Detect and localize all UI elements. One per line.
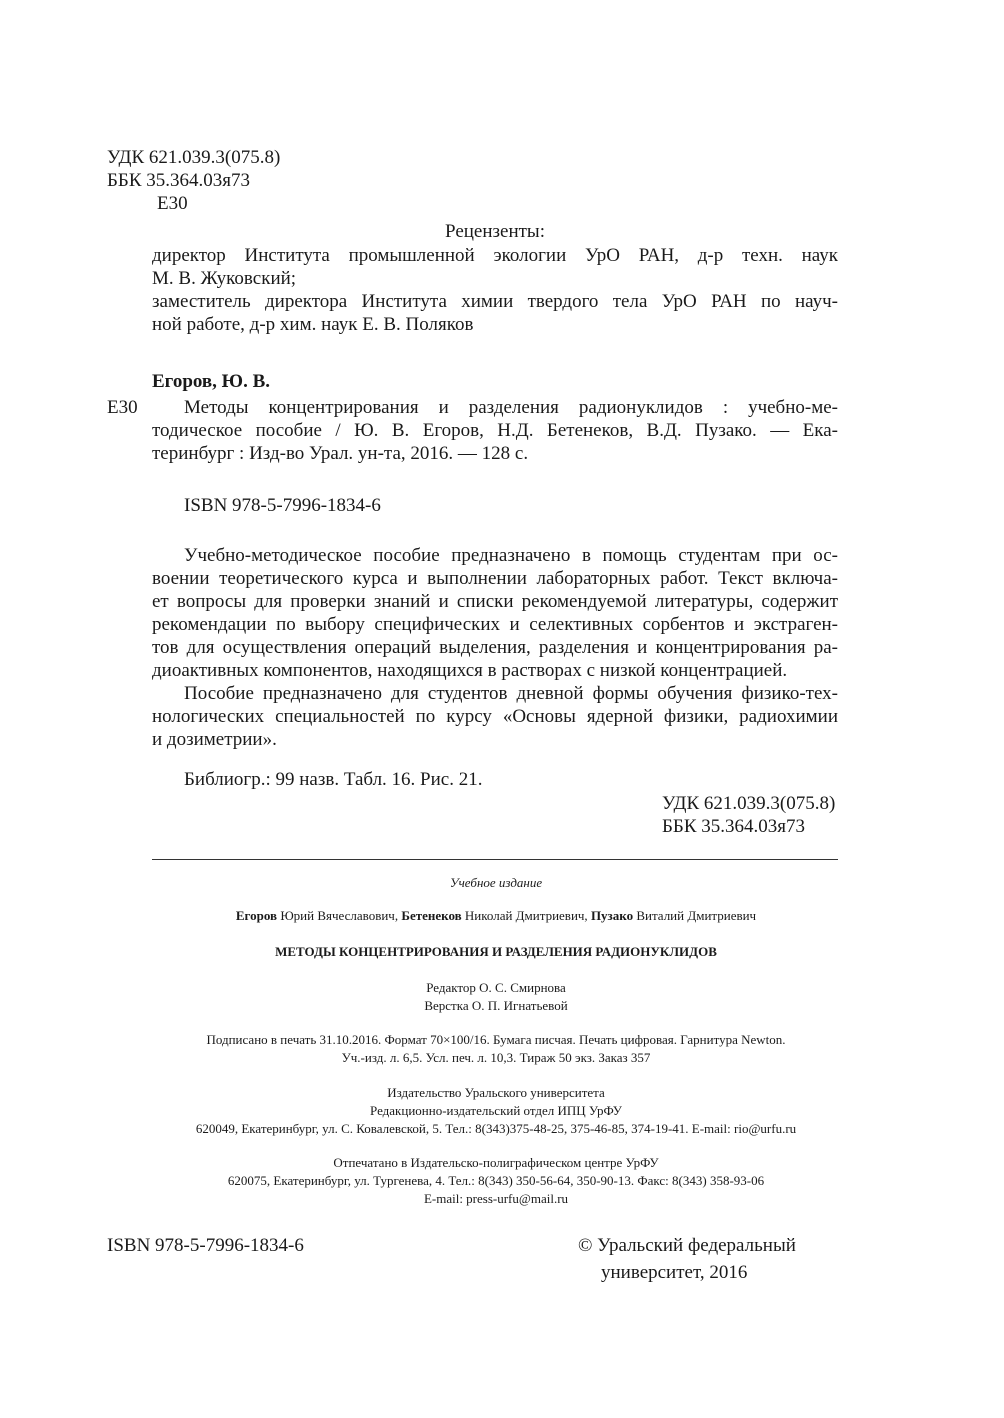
annotation-line: Пособие предназначено для студентов дневной формы обучения физико-тех- (184, 683, 838, 704)
footer-isbn: ISBN 978-5-7996-1834-6 (107, 1235, 304, 1256)
reviewer-line: заместитель директора Института химии твердого тела УрО РАН по науч- (152, 291, 838, 312)
edition-type: Учебное издание (449, 875, 543, 890)
print-line: Подписано в печать 31.10.2016. Формат 70×100/16. Бумага писчая. Печать цифровая. Гарнитура Newton. (206, 1032, 786, 1047)
footer-copyright (578, 1234, 796, 1284)
printer-line: Отпечатано в Издательско-полиграфическом центре УрФУ (333, 1155, 659, 1170)
print-line: Уч.-изд. л. 6,5. Усл. печ. л. 10,3. Тираж 50 экз. Заказ 357 (341, 1050, 651, 1065)
reviewer-line: М. В. Жуковский; (152, 268, 297, 289)
bib-line: теринбург : Изд-во Урал. ун-та, 2016. — 128 с. (152, 443, 529, 464)
publisher-line: 620049, Екатеринбург, ул. С. Ковалевской, 5. Тел.: 8(343)375-48-25, 375-46-85, 374-19-41. E-mail: rio@urfu.ru (195, 1121, 797, 1136)
copyright-line: © Уральский федеральный (578, 1235, 796, 1256)
annotation-line: диоактивных компонентов, находящихся в растворах с низкой концентрацией. (152, 660, 788, 681)
reviewer-line: директор Института промышленной экологии УрО РАН, д-р техн. наук (152, 245, 838, 266)
printer-info (0, 1154, 992, 1208)
reviewers-list (152, 244, 838, 336)
publisher-line: Редакционно-издательский отдел ИПЦ УрФУ (370, 1103, 622, 1118)
imprint-staff (0, 979, 992, 1015)
publisher-line: Издательство Уральского университета (387, 1085, 605, 1100)
editor: Редактор О. С. Смирнова (426, 980, 566, 995)
annotation-line: тов для осуществления операций выделения, разделения и концентрирования ра- (152, 637, 838, 658)
classification-block (107, 146, 280, 215)
divider (152, 859, 838, 860)
bib-line: Методы концентрирования и разделения радионуклидов : учебно-ме- (184, 397, 838, 418)
bbk-code: ББК 35.364.03я73 (662, 816, 805, 837)
annotation-line: Учебно-методическое пособие предназначено в помощь студентам при ос- (184, 545, 838, 566)
udk-code: УДК 621.039.3(075.8) (107, 147, 281, 168)
bib-line: тодическое пособие / Ю. В. Егоров, Н.Д. Бетенеков, В.Д. Пузако. — Ека- (152, 420, 838, 441)
annotation-codes (662, 792, 835, 838)
layout-designer: Верстка О. П. Игнатьевой (424, 998, 568, 1013)
imprint-authors: Егоров Юрий Вячеславович, Бетенеков Николай Дмитриевич, Пузако Виталий Дмитриевич (235, 908, 757, 923)
printer-line: 620075, Екатеринбург, ул. Тургенева, 4. Тел.: 8(343) 350-56-64, 350-90-13. Факс: 8(343) 358-93-06 (227, 1173, 765, 1188)
annotation-line: и дозиметрии». (152, 729, 277, 750)
author-sign: Е30 (157, 193, 188, 214)
print-details (0, 1031, 992, 1067)
bbk-code: ББК 35.364.03я73 (107, 170, 250, 191)
reviewers-heading: Рецензенты: (445, 221, 545, 242)
publisher-info (0, 1084, 992, 1138)
reviewer-line: ной работе, д-р хим. наук Е. В. Поляков (152, 314, 474, 335)
annotation-line: ет вопросы для проверки знаний и списки рекомендуемой литературы, содержит (152, 591, 838, 612)
bibliography-count: Библиогр.: 99 назв. Табл. 16. Рис. 21. (184, 769, 483, 790)
annotation-line: рекомендации по выбору специфических и селективных сорбентов и экстраген- (152, 614, 838, 635)
printer-line: E-mail: press-urfu@mail.ru (423, 1191, 569, 1206)
annotation (152, 544, 838, 751)
annotation-line: нологических специальностей по курсу «Основы ядерной физики, радиохимии (152, 706, 838, 727)
udk-code: УДК 621.039.3(075.8) (662, 793, 836, 814)
copyright-line: университет, 2016 (601, 1262, 748, 1283)
imprint-title: МЕТОДЫ КОНЦЕНТРИРОВАНИЯ И РАЗДЕЛЕНИЯ РАДИОНУКЛИДОВ (275, 944, 717, 959)
bib-isbn: ISBN 978-5-7996-1834-6 (184, 495, 381, 516)
bib-author: Егоров, Ю. В. (152, 371, 270, 392)
bib-author-sign: Е30 (107, 397, 138, 418)
annotation-line: воении теоретического курса и выполнении лабораторных работ. Текст включа- (152, 568, 838, 589)
bib-description (152, 396, 838, 465)
